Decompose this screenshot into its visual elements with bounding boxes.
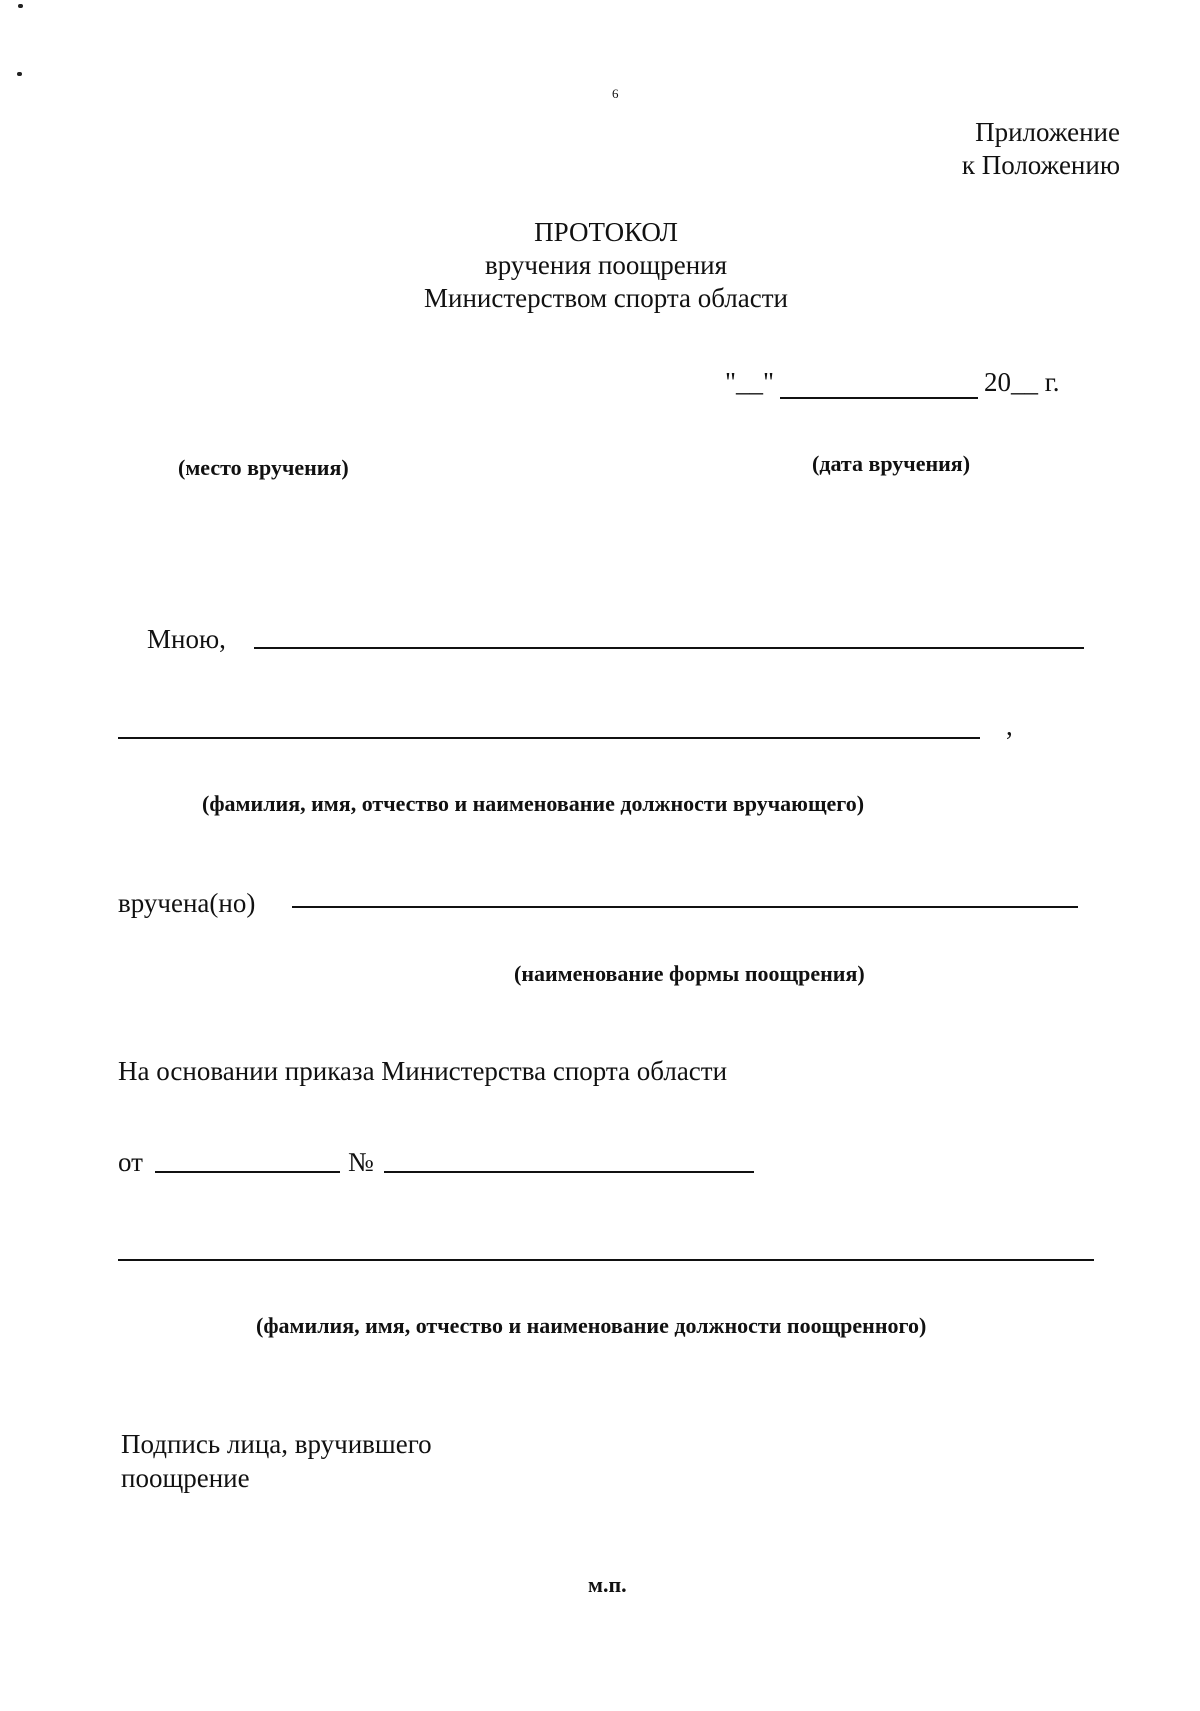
caption-date: (дата вручения) [812, 451, 971, 476]
document-subtitle-1: вручения поощрения [484, 250, 728, 280]
scan-speck [18, 4, 23, 8]
caption-recipient: (фамилия, имя, отчество и наименование должности поощренного) [256, 1313, 927, 1338]
caption-presenter: (фамилия, имя, отчество и наименование должности вручающего) [202, 791, 865, 816]
order-number-label: № [348, 1147, 374, 1177]
stamp-place-label: м.п. [588, 1572, 627, 1597]
presenter-line-2 [118, 737, 980, 739]
signature-label-1: Подпись лица, вручившего [121, 1429, 432, 1459]
caption-place: (место вручения) [178, 455, 349, 480]
by-me-label: Мною, [147, 624, 226, 654]
presented-label: вручена(но) [118, 888, 256, 918]
date-day-quotes: "__" [725, 367, 775, 397]
appendix-line-1: Приложение [975, 117, 1120, 147]
date-year: 20__ г. [984, 367, 1060, 397]
signature-label-2: поощрение [121, 1463, 250, 1493]
document-subtitle-2: Министерством спорта области [424, 283, 788, 313]
basis-text: На основании приказа Министерства спорта области [118, 1056, 728, 1086]
recipient-line [118, 1259, 1094, 1261]
presenter-line-1 [254, 647, 1084, 649]
document-title: ПРОТОКОЛ [534, 217, 678, 247]
page-number: 6 [612, 86, 619, 101]
date-month-line [780, 397, 978, 399]
award-form-line [292, 906, 1078, 908]
trailing-comma: , [1006, 711, 1013, 741]
appendix-line-2: к Положению [961, 150, 1120, 180]
scan-speck [17, 72, 22, 76]
caption-award-form: (наименование формы поощрения) [514, 961, 865, 986]
order-date-label: от [118, 1147, 143, 1177]
order-number-line [384, 1171, 754, 1173]
order-date-line [155, 1171, 340, 1173]
